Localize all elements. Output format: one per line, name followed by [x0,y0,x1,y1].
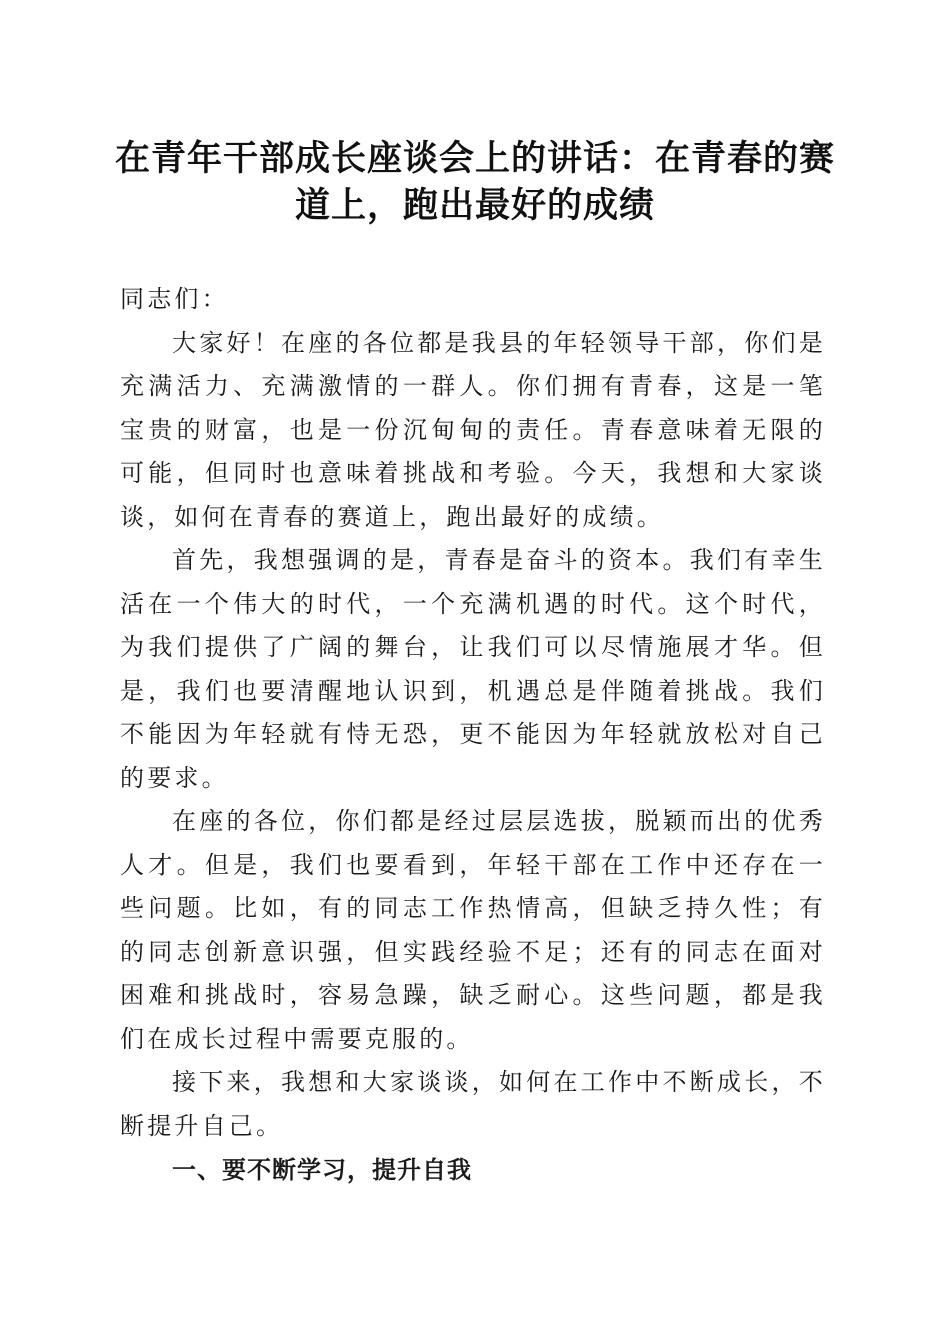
section-heading: 一、要不断学习，提升自我 [172,1156,472,1184]
salutation: 同志们： [120,285,229,313]
paragraph-greeting: 大家好！在座的各位都是我县的年轻领导干部，你们是充满活力、充满激情的一群人。你们拥有青春，这是一笔宝贵的财富，也是一份沉甸甸的责任。青春意味着无限的可能，但同时也意味着挑战和考验。今天，我想和大家谈谈，如何在青春的赛道上，跑出最好的成绩。 [120,328,826,531]
paragraph-transition: 接下来，我想和大家谈谈，如何在工作中不断成长，不断提升自己。 [120,1068,826,1140]
paragraph-youth-capital: 首先，我想强调的是，青春是奋斗的资本。我们有幸生活在一个伟大的时代，一个充满机遇的时代。这个时代，为我们提供了广阔的舞台，让我们可以尽情施展才华。但是，我们也要清醒地认识到，机遇总是伴随着挑战。我们不能因为年轻就有恃无恐，更不能因为年轻就放松对自己的要求。 [120,546,826,792]
paragraph-problems: 在座的各位，你们都是经过层层选拔，脱颖而出的优秀人才。但是，我们也要看到，年轻干部在工作中还存在一些问题。比如，有的同志工作热情高，但缺乏持久性；有的同志创新意识强，但实践经验不足；还有的同志在面对困难和挑战时，容易急躁，缺乏耐心。这些问题，都是我们在成长过程中需要克服的。 [120,807,826,1053]
document-body [120,278,826,1193]
document-title: 在青年干部成长座谈会上的讲话：在青春的赛道上，跑出最好的成绩 [114,138,835,226]
